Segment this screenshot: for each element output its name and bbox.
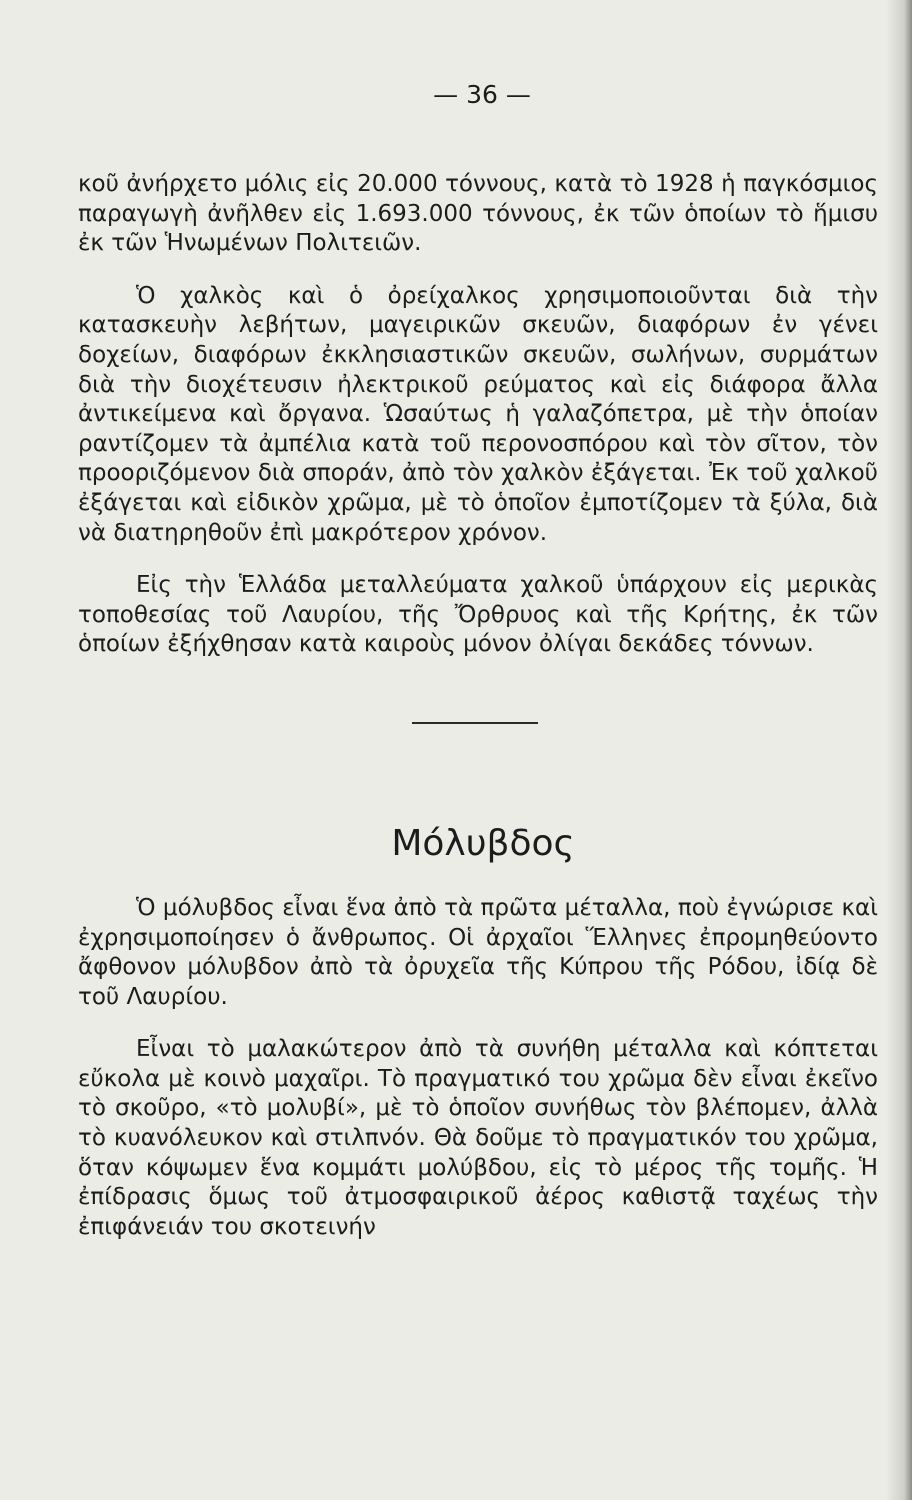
paragraph-lead-history: Ὁ μόλυβδος εἶναι ἕνα ἀπὸ τὰ πρῶτα μέταλλα, ποὺ ἐγνώρισε καὶ ἐχρησιμοποίησεν ὁ ἄνθρωπος. Οἱ ἀρχαῖοι Ἕλληνες ἐπρομηθεύοντο ἄφθονον μόλυβδον ἀπὸ τὰ ὀρυχεῖα τῆς Κύπρου τῆς Ρόδου, ἰδίᾳ δὲ τοῦ Λαυρίου. <box>78 894 878 1010</box>
page-number: — 36 — <box>433 80 531 109</box>
paragraph-lead-properties: Εἶναι τὸ μαλακώτερον ἀπὸ τὰ συνήθη μέταλλα καὶ κόπτεται εὔκολα μὲ κοινὸ μαχαῖρι. Τὸ πραγματικό του χρῶμα δὲν εἶναι ἐκεῖνο τὸ σκοῦρο, «τὸ μολυβί», μὲ τὸ ὁποῖον συνήθως τὸν βλέπομεν, ἀλλὰ τὸ κυανόλευκον καὶ στιλπνόν. Θὰ δοῦμε τὸ πραγματικόν του χρῶμα, ὅταν κόψωμεν ἕνα κομμάτι μολύβδου, εἰς τὸ μέρος τῆς τομῆς. Ἡ ἐπίδρασις ὅμως τοῦ ἀτμοσφαιρικοῦ ἀέρος καθιστᾷ ταχέως τὴν ἐπιφάνειάν του σκοτεινήν <box>78 1036 878 1240</box>
section-title: Μόλυβδος <box>391 822 575 864</box>
scan-page-edge <box>886 0 912 1500</box>
book-page <box>78 80 878 1242</box>
paragraph-copper-uses: Ὁ χαλκὸς καὶ ὁ ὀρείχαλκος χρησιμοποιοῦνται διὰ τὴν κατασκευὴν λεβήτων, μαγειρικῶν σκευῶν, διαφόρων ἐν γένει δοχείων, διαφόρων ἐκκλησιαστικῶν σκευῶν, σωλήνων, συρμάτων διὰ τὴν διοχέτευσιν ἠλεκτρικοῦ ρεύματος καὶ εἰς διάφορα ἄλλα ἀντικείμενα καὶ ὄργανα. Ὡσαύτως ἡ γαλαζόπετρα, μὲ τὴν ὁποίαν ραντίζομεν τὰ ἀμπέλια κατὰ τοῦ περονοσπόρου καὶ τὸν σῖτον, τὸν προοριζόμενον διὰ σποράν, ἀπὸ τὸν χαλκὸν ἐξάγεται. Ἐκ τοῦ χαλκοῦ ἐξάγεται καὶ εἰδικὸν χρῶμα, μὲ τὸ ὁποῖον ἐμποτίζομεν τὰ ξύλα, διὰ νὰ διατηρηθοῦν ἐπὶ μακρότερον χρόνον. <box>78 282 878 546</box>
section-divider <box>412 722 538 724</box>
paragraph-copper-greece: Εἰς τὴν Ἑλλάδα μεταλλεύματα χαλκοῦ ὑπάρχουν εἰς μερικὰς τοποθεσίας τοῦ Λαυρίου, τῆς Ὄρθρυος καὶ τῆς Κρήτης, ἐκ τῶν ὁποίων ἐξήχθησαν κατὰ καιροὺς μόνον ὀλίγαι δεκάδες τόννων. <box>78 572 878 658</box>
paragraph-copper-production: κοῦ ἀνήρχετο μόλις εἰς 20.000 τόννους, κατὰ τὸ 1928 ἡ παγκόσμιος παραγωγὴ ἀνῆλθεν εἰς 1.693.000 τόννους, ἐκ τῶν ὁποίων τὸ ἥμισυ ἐκ τῶν Ἡνωμένων Πολιτειῶν. <box>78 171 878 257</box>
